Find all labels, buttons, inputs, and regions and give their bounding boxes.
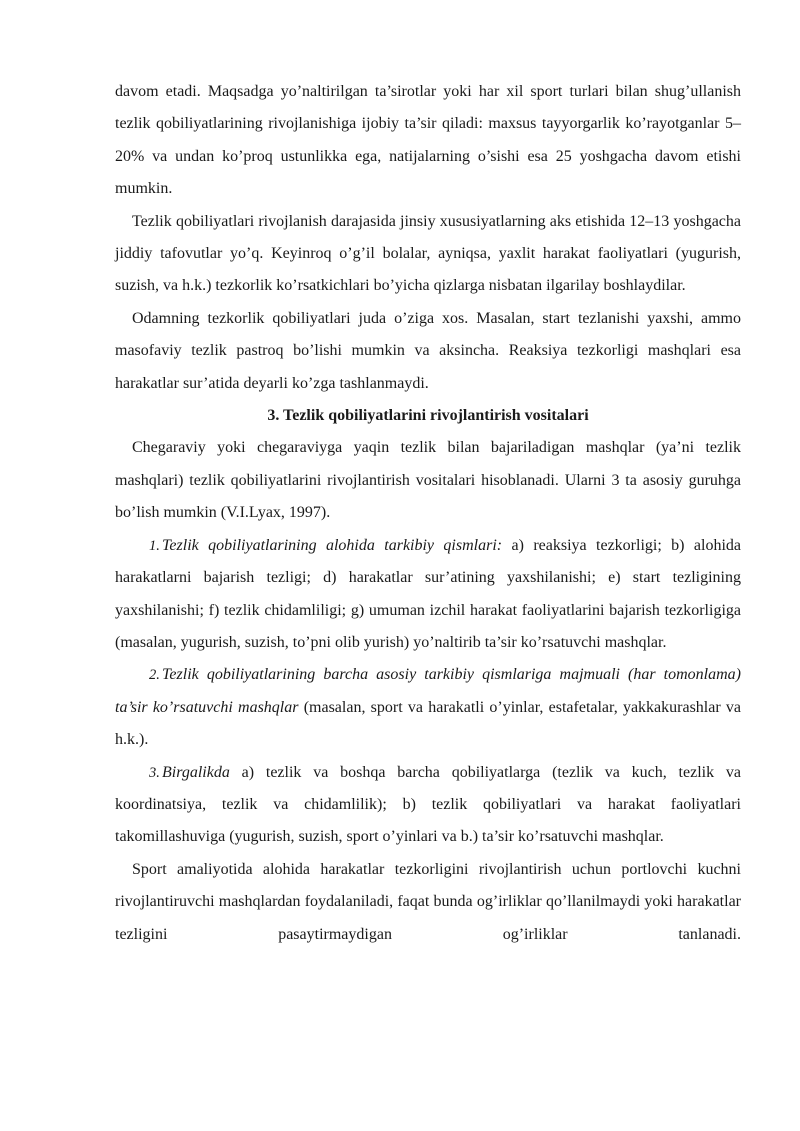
list-item-text: a) tezlik va boshqa barcha qobiliyatlarga (tezlik va kuch, tezlik va koordinatsiya, tezlik va chidamlilik); b) tezlik qobiliyatlari va harakat faoliyatlari takomillashuviga (yugurish, suzish, sport o’yinlari va b.) ta’sir ko’rsatuvchi mashqlar.	[115, 763, 741, 846]
section-heading: 3. Tezlik qobiliyatlarini rivojlantirish vositalari	[267, 407, 589, 425]
list-item-number: 2.	[149, 667, 160, 684]
paragraph-gender-differences: Tezlik qobiliyatlari rivojlanish darajasida jinsiy xususiyatlarning aks etishida 12–13 yoshgacha jiddiy tafovutlar yo’q. Keyinroq o’g’il bolalar, ayniqsa, yaxlit harakat faoliyatlari (yugurish, suzish, va h.k.) tezkorlik ko’rsatkichlari bo’yicha qizlarga nisbatan ilgarilay boshlaydilar.	[115, 212, 741, 295]
list-item	[115, 659, 741, 756]
paragraph-specificity: Odamning tezkorlik qobiliyatlari juda o’ziga xos. Masalan, start tezlanishi yaxshi, ammo masofaviy tezlik pastroq bo’lishi mumkin va aksincha. Reaksiya tezkorligi mashqlari esa harakatlar sur’atida deyarli ko’zga tashlanmaydi.	[115, 309, 741, 392]
list-item-text: (masalan, sport va harakatli o’yinlar, estafetalar, yakkakurashlar va h.k.).	[115, 698, 741, 749]
paragraph-means-intro: Chegaraviy yoki chegaraviyga yaqin tezlik bilan bajariladigan mashqlar (ya’ni tezlik mashqlari) tezlik qobiliyatlarini rivojlantirish vositalari hisoblanadi. Ularni 3 ta asosiy guruhga bo’lish mumkin (V.I.Lyax, 1997).	[115, 439, 741, 522]
list-item	[115, 757, 741, 854]
document-page	[115, 76, 741, 951]
paragraph-sport-practice: Sport amaliyotida alohida harakatlar tezkorligini rivojlantirish uchun portlovchi kuchni rivojlantiruvchi mashqlardan foydalaniladi, faqat bunda og’irliklar qo’llanilmaydi yoki harakatlar tezligini pasaytirmaydigan og’irliklar tanlanadi.	[115, 860, 741, 943]
list-item-lead: Tezlik qobiliyatlarining alohida tarkibiy qismlari:	[162, 536, 503, 554]
list-item-number: 3.	[149, 764, 160, 781]
list-item-lead: Tezlik qobiliyatlarining barcha asosiy tarkibiy qismlariga majmuali (har tomonlama) ta’sir ko’rsatuvchi mashqlar	[115, 666, 741, 716]
list-item	[115, 530, 741, 660]
list-item-text: a) reaksiya tezkorligi; b) alohida harakatlarni bajarish tezligi; d) harakatlar sur’atining yaxshilanishi; e) start tezligining yaxshilanishi; f) tezlik chidamliligi; g) umuman izchil harakat faoliyatlarini bajarish tezkorligiga (masalan, yugurish, suzish, to’pni olib yurish) yo’naltirib ta’sir ko’rsatuvchi mashqlar.	[115, 536, 741, 651]
list-item-number: 1.	[149, 537, 160, 554]
paragraph-continuation: davom etadi. Maqsadga yo’naltirilgan ta’sirotlar yoki har xil sport turlari bilan shug’ullanish tezlik qobiliyatlarining rivojlanishiga ijobiy ta’sir qiladi: maxsus tayyorgarlik ko’rayotganlar 5–20% va undan ko’proq ustunlikka ega, natijalarning o’sishi esa 25 yoshgacha davom etishi mumkin.	[115, 83, 741, 198]
list-item-lead: Birgalikda	[162, 763, 230, 781]
